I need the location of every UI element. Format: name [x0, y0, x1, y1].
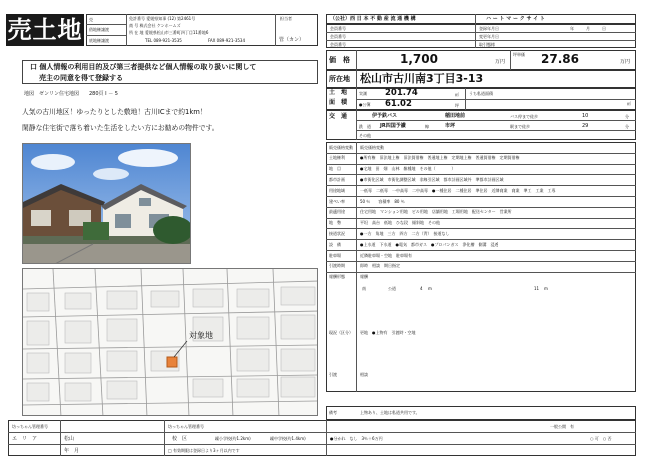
- detail-row-label: 用途地域: [329, 187, 345, 193]
- station-min-unit: 分: [625, 124, 629, 129]
- bus-min-unit: 分: [625, 114, 629, 119]
- road-width: 4: [420, 286, 423, 291]
- road-type: 公道: [388, 286, 396, 291]
- official-area: 61.02: [385, 99, 412, 109]
- registration-date-value: 年 月 日: [570, 26, 606, 31]
- price-label: 価 格: [329, 56, 350, 64]
- tsubo-price-unit: 万円: [620, 59, 631, 65]
- agent-phone: TEL 089-921-3535: [145, 38, 182, 43]
- road-width-unit: m: [428, 286, 432, 291]
- change-date-label: 変更年月日: [479, 34, 499, 39]
- member-number-3: 会員番号: [330, 42, 346, 47]
- agent-fax: FAX 089-921-3534: [208, 38, 246, 43]
- expiry-note: □ 有効期限は登録日より3ヶ月以内です: [168, 448, 240, 453]
- bus-company: 伊予鉄バス: [372, 113, 398, 119]
- detail-row-value: 報酬: [360, 274, 368, 280]
- license-row-label: 売: [89, 17, 93, 22]
- registration-date-label: 登録年月日: [479, 26, 499, 31]
- road-direction: 南: [362, 286, 366, 291]
- detail-row-value: 50 ％ 容積率 80 ％: [360, 198, 405, 204]
- member-number-1: 会員番号: [330, 26, 346, 31]
- detail-row-label: 設 備: [329, 241, 341, 247]
- area-unit-m2: ㎡: [455, 92, 459, 97]
- detail-row-value: ●宅地 田 畑 山林 雑種地 その他（ ）: [360, 166, 456, 172]
- station-name: 市坪: [445, 123, 456, 129]
- location-label: 所在地: [329, 75, 350, 83]
- area-value: 松山: [64, 436, 75, 442]
- delivery-label: 引渡: [329, 372, 337, 377]
- detail-row-label: 報酬形態: [329, 274, 345, 280]
- elementary-school: 繰小学校(約1.2km): [215, 436, 251, 441]
- association-name: （公社）西 日 本 不 動 産 流 通 機 構: [330, 16, 416, 22]
- private-road-unit: ㎡: [627, 101, 631, 106]
- tsubo-price-value: 27.86: [541, 52, 579, 66]
- permission-options: ○ 可 ○ 否: [590, 436, 612, 441]
- private-road-label: うち私道面積: [469, 91, 493, 96]
- remarks-box: [326, 406, 636, 420]
- area-label: 面 積: [329, 99, 348, 106]
- remarks-value: 上物あり、土地は私道共用です。: [360, 410, 420, 415]
- role-label: 担当者: [280, 16, 292, 21]
- official-label: ●公簿: [359, 102, 371, 107]
- detail-row-label: 建ぺい率: [329, 198, 345, 204]
- rail-line: JR四国予讃: [380, 123, 406, 129]
- detail-row-label: 地 目: [329, 166, 341, 172]
- public-listing: 一般公開 有: [550, 424, 574, 429]
- agent-name: 商 号 株式会社 ケンホームズ: [129, 23, 181, 28]
- measured-area: 201.74: [385, 88, 418, 98]
- consent-line-2: 売主の同意を得て登録する: [39, 74, 123, 82]
- detail-row-label: 地 勢: [329, 220, 341, 226]
- status-value: 更地 ●上物有 引渡時・空地: [360, 330, 416, 335]
- detail-row-label: 駐車場: [329, 252, 341, 258]
- detail-row-label: 接道状況: [329, 230, 345, 236]
- management-number-label: 坊っちゃん管理番号: [12, 424, 48, 429]
- school-label: 校 区: [172, 436, 188, 442]
- detail-row-label: 土地権利: [329, 155, 345, 161]
- map-target-label: 対象地: [189, 331, 213, 340]
- detail-row-value: 平坦 高台 低地 ひな段 傾斜地 その他: [360, 220, 440, 226]
- detail-row-value: ●市街化区域 市街化調整区域 非線引区域 都市計画区域外 準都市計画区域: [360, 176, 504, 182]
- bus-stop: 稲田地前: [445, 113, 466, 119]
- heartmark-site: ハ ー ト マ ー ク サ イ ト: [486, 16, 545, 22]
- consent-line-1: 口 個人情報の利用目的及び第三者提供など個人情報の取り扱いに関して: [30, 63, 257, 71]
- detail-row-label: 最適用途: [329, 209, 345, 215]
- status-label: 現況（区分）: [329, 330, 353, 335]
- pr-line-1: 人気の古川地区！ゆったりとした敷地！古川ICまで約1km！: [22, 108, 207, 116]
- rail-label: 鉄 道: [359, 124, 371, 129]
- detail-row-value: 住宅用地 マンション用地 ビル用地 店舗用地 工場用地 配送センター 営業所: [360, 209, 512, 215]
- tsubo-price-label: 坪単価: [513, 52, 525, 57]
- price-unit: 万円: [495, 59, 506, 65]
- road-frontage: 11: [534, 286, 540, 291]
- rail-line-unit: 線: [425, 124, 429, 129]
- transport-label: 交 通: [329, 113, 348, 120]
- station-walk-label: 駅まで徒歩: [510, 124, 530, 129]
- leasehold-row-label: 借地権譲渡: [89, 27, 109, 32]
- station-walk-minutes: 29: [582, 123, 589, 129]
- year-month-label: 年 月: [64, 448, 80, 454]
- zenrin-map-ref: 地図 ゼンリン住宅地図 280頁 I － 5: [24, 91, 118, 97]
- road-frontage-unit: m: [544, 286, 548, 291]
- bus-walk-label: バス停まで徒歩: [510, 114, 538, 119]
- detail-row-value: ●所有権 旧法地上権 旧法賃借権 普通地上権 定期地上権 普通賃借権 定期賃借権: [360, 155, 520, 161]
- commission-division: ●分かれ なし 3％＋6万円: [330, 436, 383, 441]
- detail-row-value: 一低専 二低専 一中高専 二中高専 ●一種住居 二種住居 準住居 近隣商業 商業 準工 工業 工専: [360, 187, 556, 193]
- detail-row-label: 販売価格変動: [329, 144, 353, 150]
- land-label: 土 地: [329, 89, 348, 96]
- landhold-row-label: 底地権譲渡: [89, 38, 109, 43]
- area-label: エ リ ア: [12, 436, 38, 442]
- detail-row-label: 引渡時期: [329, 263, 345, 269]
- property-photo: [22, 143, 191, 264]
- transaction-type-label: 取引態様: [479, 42, 495, 47]
- detail-row-value: ●一方 角地 三方 四方 二方（背） 接道なし: [360, 230, 450, 236]
- member-number-2: 会員番号: [330, 34, 346, 39]
- license-number: 免許番号 愛媛県知事 (12) 第2461号: [129, 16, 196, 21]
- pr-line-2: 閑静な住宅街で落ち着いた生活をしたい方にお勧めの物件です。: [22, 124, 219, 132]
- detail-row-value: ●上水道 下水道 ●電気 都市ガス ●プロパンガス 浄化槽 側溝 浸透: [360, 241, 499, 247]
- detail-row-label: 都市計画: [329, 176, 345, 182]
- measured-label: 実測: [359, 91, 367, 96]
- bus-walk-minutes: 10: [582, 113, 589, 119]
- delivery-value: 相談: [360, 372, 368, 377]
- remarks-label: 備考: [329, 410, 337, 415]
- location-value: 松山市古川南3丁目3-13: [360, 72, 484, 85]
- detail-row-value: 即時 相談 期日指定: [360, 263, 400, 269]
- contact-person: 管（カン）: [279, 37, 305, 43]
- price-row: [326, 50, 636, 70]
- area-unit-tsubo: 坪: [455, 103, 459, 108]
- price-value: 1,700: [400, 52, 438, 66]
- footer-table: [8, 420, 636, 456]
- road-access-table: [358, 284, 634, 306]
- detail-row-value: 近隣駐車場・空地 駐車場有: [360, 252, 412, 258]
- detail-row-value: 販売価格変動: [360, 144, 384, 150]
- management-number-label-2: 坊っちゃん管理番号: [168, 424, 204, 429]
- location-map: [22, 268, 318, 416]
- transport-other-label: その他: [359, 133, 371, 138]
- junior-high-school: 繰中学校(約1.4km): [270, 436, 306, 441]
- agent-address: 所 在 地 愛媛県松山市三番町四丁目11番地6: [129, 30, 209, 35]
- sale-type-logo: 売土地: [7, 16, 83, 44]
